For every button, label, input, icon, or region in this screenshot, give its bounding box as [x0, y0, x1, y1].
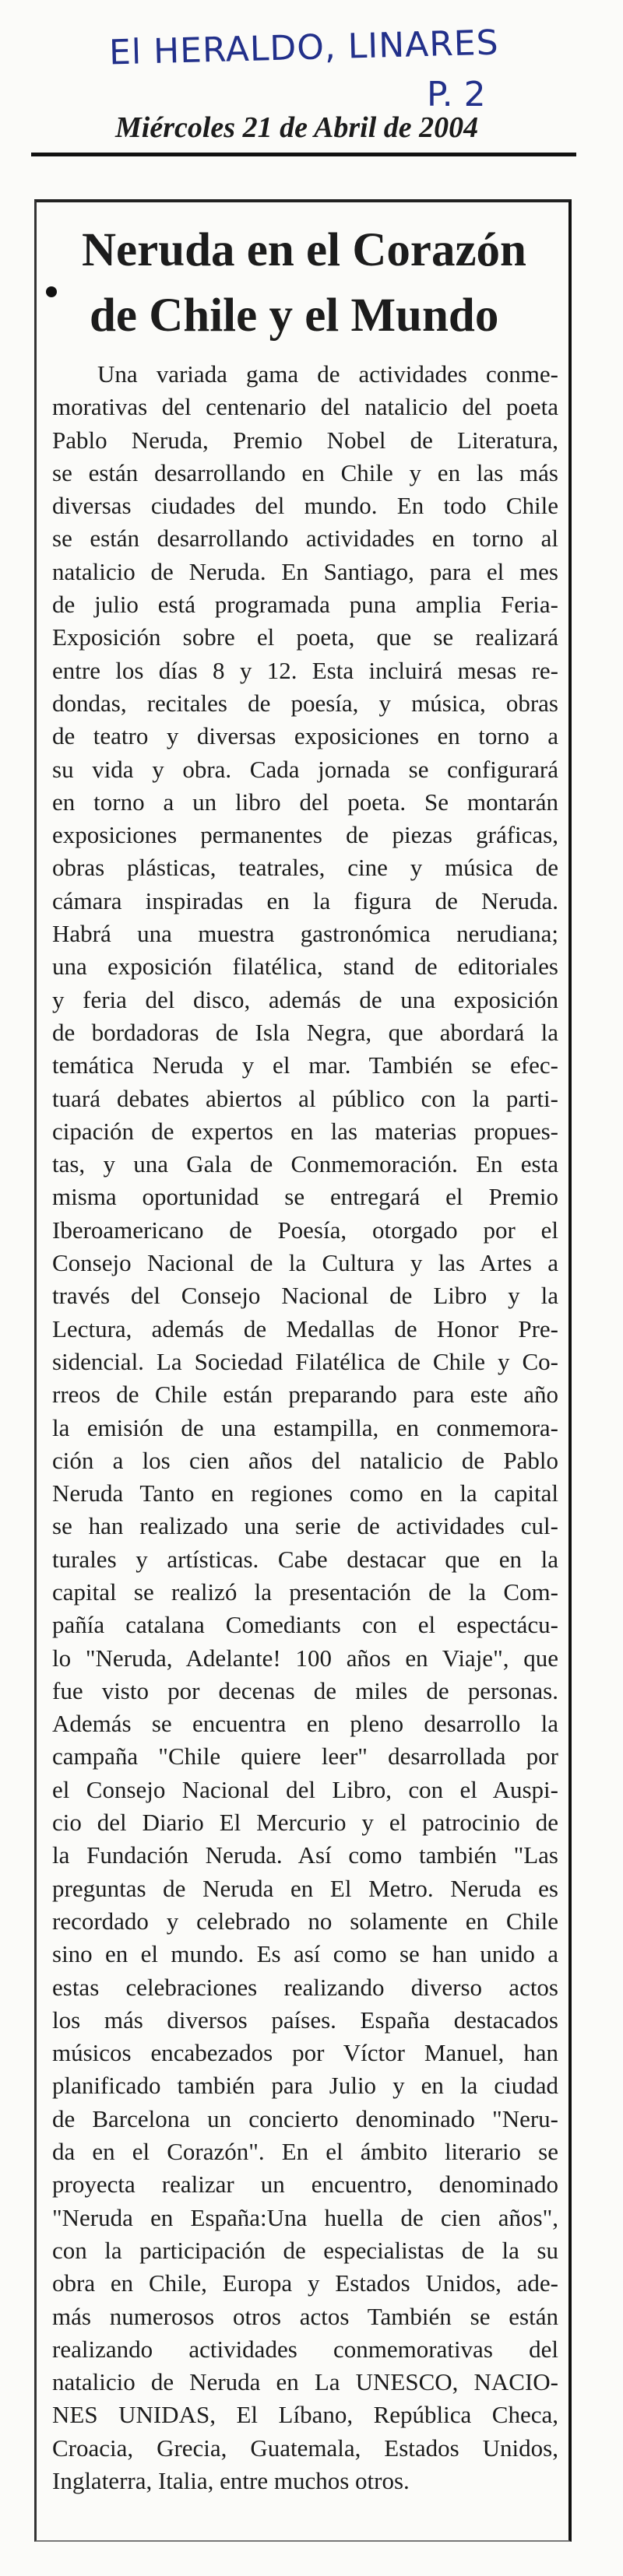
body-line: Además se encuentra en pleno desarrollo la	[52, 1710, 558, 1738]
body-line: de teatro y diversas exposiciones en torno a	[52, 722, 558, 750]
body-line: en torno a un libro del poeta. Se montarán	[52, 788, 558, 816]
body-line: el Consejo Nacional del Libro, con el Auspi-	[52, 1775, 558, 1803]
body-line: ción a los cien años del natalicio de Pablo	[52, 1446, 558, 1474]
body-line: realizando actividades conmemorativas del	[52, 2335, 558, 2363]
body-line: con la participación de especialistas de la su	[52, 2236, 558, 2264]
body-line: Consejo Nacional de la Cultura y las Artes a	[52, 1249, 558, 1277]
body-line: se están desarrollando en Chile y en las más	[52, 458, 558, 486]
header-rule	[31, 153, 576, 156]
body-line: natalicio de Neruda. En Santiago, para el mes	[52, 557, 558, 585]
body-line: cámara inspiradas en la figura de Neruda.	[52, 886, 558, 914]
body-line: preguntas de Neruda en El Metro. Neruda es	[52, 1874, 558, 1902]
body-line: recordado y celebrado no solamente en Chile	[52, 1907, 558, 1935]
article-body	[52, 358, 558, 2497]
body-line: Neruda Tanto en regiones como en la capital	[52, 1479, 558, 1507]
body-line: dondas, recitales de poesía, y música, obras	[52, 689, 558, 717]
body-line: cio del Diario El Mercurio y el patrocinio de	[52, 1809, 558, 1837]
body-line: rreos de Chile están preparando para este año	[52, 1381, 558, 1409]
body-line: Exposición sobre el poeta, que se realizará	[52, 623, 558, 651]
body-line: músicos encabezados por Víctor Manuel, han	[52, 2039, 558, 2067]
body-line: capital se realizó la presentación de la Com-	[52, 1578, 558, 1606]
body-line: la Fundación Neruda. Así como también "Las	[52, 1841, 558, 1869]
body-line: entre los días 8 y 12. Esta incluirá mesas re-	[52, 656, 558, 684]
body-line: se están desarrollando actividades en torno al	[52, 525, 558, 553]
body-line: de julio está programada puna amplia Feria-	[52, 591, 558, 619]
body-line: turales y artísticas. Cabe destacar que en la	[52, 1545, 558, 1573]
body-line: Inglaterra, Italia, entre muchos otros.	[52, 2467, 410, 2494]
body-line: planificado también para Julio y en la ciudad	[52, 2072, 558, 2100]
body-line: NES UNIDAS, El Líbano, República Checa,	[52, 2401, 558, 2429]
body-line: una exposición filatélica, stand de editoriales	[52, 953, 558, 981]
body-line: natalicio de Neruda en La UNESCO, NACIO-	[52, 2368, 558, 2396]
body-line: Iberoamericano de Poesía, otorgado por el	[52, 1216, 558, 1244]
body-line: fue visto por decenas de miles de personas.	[52, 1676, 558, 1704]
body-line: misma oportunidad se entregará el Premio	[52, 1183, 558, 1211]
body-line: estas celebraciones realizando diverso actos	[52, 1973, 558, 2001]
headline-line-2: de Chile y el Mundo	[90, 290, 499, 342]
body-line: su vida y obra. Cada jornada se configurará	[52, 755, 558, 783]
body-line: pañía catalana Comediants con el espectácu-	[52, 1611, 558, 1639]
body-line: Lectura, además de Medallas de Honor Pre-	[52, 1314, 558, 1342]
body-line: temática Neruda y el mar. También se efec-	[52, 1051, 558, 1079]
body-line: más numerosos otros actos También se están	[52, 2302, 558, 2330]
body-line: morativas del centenario del natalicio del poeta	[52, 393, 558, 421]
headline	[82, 218, 580, 349]
body-line: "Neruda en España:Una huella de cien años",	[52, 2203, 558, 2231]
body-line: exposiciones permanentes de piezas gráficas,	[52, 821, 558, 849]
body-line: da en el Corazón". En el ámbito literario se	[52, 2138, 558, 2166]
body-line: de bordadoras de Isla Negra, que abordará la	[52, 1018, 558, 1046]
body-line: obras plásticas, teatrales, cine y música de	[52, 854, 558, 882]
dateline: Miércoles 21 de Abril de 2004	[115, 111, 479, 144]
body-line: campaña "Chile quiere leer" desarrollada por	[52, 1742, 558, 1771]
body-line: sino en el mundo. Es así como se han unido a	[52, 1940, 558, 1968]
body-line: y feria del disco, además de una exposición	[52, 985, 558, 1013]
body-line: Habrá una muestra gastronómica nerudiana;	[52, 920, 558, 948]
body-line: sidencial. La Sociedad Filatélica de Chile y Co-	[52, 1347, 558, 1375]
body-line: Una variada gama de actividades conme-	[97, 360, 558, 388]
body-line: de Barcelona un concierto denominado "Neru-	[52, 2104, 558, 2132]
handwritten-page-mark: P. 2	[427, 75, 486, 114]
body-line: la emisión de una estampilla, en conmemora-	[52, 1413, 558, 1441]
headline-line-1: Neruda en el Corazón	[82, 224, 526, 276]
body-line: cipación de expertos en las materias propues-	[52, 1117, 558, 1145]
bullet-mark	[46, 286, 57, 297]
body-line: los más diversos países. España destacados	[52, 2006, 558, 2034]
body-line: obra en Chile, Europa y Estados Unidos, ade-	[52, 2269, 558, 2297]
article-box	[34, 199, 572, 2542]
handwritten-annotation: El HERALDO, LINARES	[108, 23, 500, 73]
body-line: se han realizado una serie de actividades cul-	[52, 1512, 558, 1540]
body-line: lo "Neruda, Adelante! 100 años en Viaje", que	[52, 1644, 558, 1672]
body-line: Pablo Neruda, Premio Nobel de Literatura,	[52, 426, 558, 454]
body-line: tas, y una Gala de Conmemoración. En esta	[52, 1150, 558, 1178]
body-line: proyecta realizar un encuentro, denominado	[52, 2171, 558, 2199]
body-line: Croacia, Grecia, Guatemala, Estados Unidos,	[52, 2434, 558, 2462]
body-line: diversas ciudades del mundo. En todo Chile	[52, 492, 558, 520]
body-line: través del Consejo Nacional de Libro y la	[52, 1282, 558, 1310]
body-line: tuará debates abiertos al público con la parti-	[52, 1084, 558, 1112]
